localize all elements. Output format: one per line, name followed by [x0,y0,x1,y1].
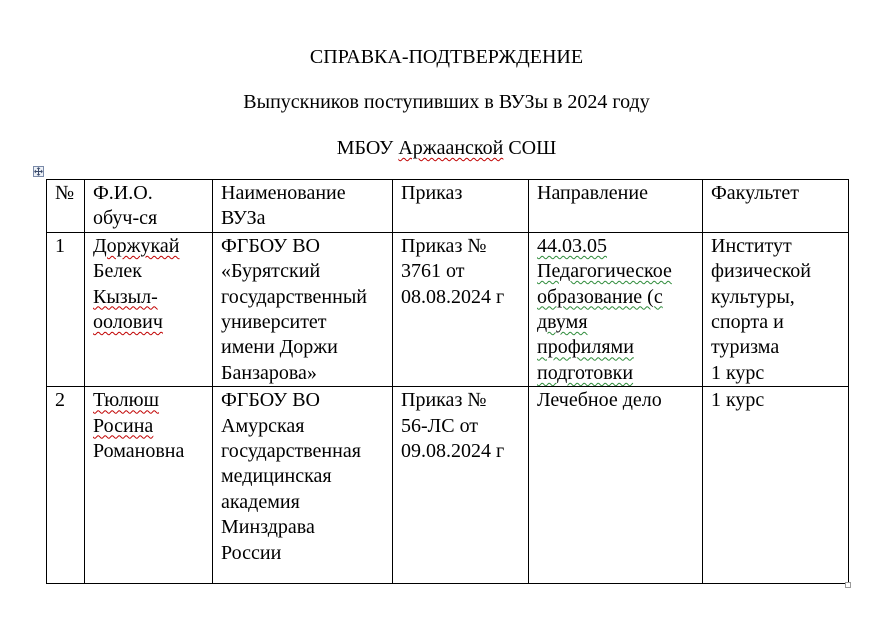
cell-line [537,335,700,360]
cell-line: государственная [221,440,361,463]
cell-vuz[interactable] [213,387,393,584]
cell-line: Приказ [401,182,463,204]
cell-vuz[interactable] [213,232,393,386]
cell-line [93,414,210,439]
cell-line: России [221,541,282,564]
cell-line [537,234,700,259]
cell-line: Белек [93,260,142,283]
cell-line [93,285,210,310]
cell-napravlenie[interactable] [529,232,703,386]
cell-line: Направление [537,182,648,204]
school-suffix: СОШ [508,137,557,159]
cell-line: государственный [221,285,367,308]
cell-line: Приказ № [401,389,487,412]
cell-prikaz[interactable] [393,387,529,584]
cell-line: «Бурятский [221,260,321,283]
document-subtitle: Выпускников поступивших в ВУЗы в 2024 году [243,91,650,113]
cell-line: туризма [711,336,780,359]
header-prikaz[interactable] [393,180,529,233]
cell-line [537,361,700,386]
cell-line: имени Доржи [221,336,338,359]
cell-line: 09.08.2024 г [401,440,505,463]
school-name: Аржаанской [398,137,504,159]
cell-line [93,310,210,335]
cell-line: Банзарова» [221,361,317,384]
header-fakultet[interactable] [703,180,849,233]
cell-line: Факультет [711,182,799,204]
cell-line: Романовна [93,440,185,463]
cell-prikaz[interactable] [393,232,529,386]
cell-fakultet[interactable] [703,387,849,584]
cell-line: Амурская [221,414,305,437]
graduates-table [46,179,849,584]
document-title: СПРАВКА-ПОДТВЕРЖДЕНИЕ [309,46,584,68]
cell-line: Наименование [221,182,346,204]
header-fio[interactable] [85,180,213,233]
header-napravlenie[interactable] [529,180,703,233]
cell-line: Приказ № [401,234,487,257]
cell-line: 3761 от [401,260,465,283]
header-vuz[interactable] [213,180,393,233]
cell-line: обуч-ся [93,207,158,230]
cell-line: спорта и [711,311,784,334]
cell-line [93,234,210,259]
cell-line: № [55,182,75,204]
proofing-marked-text: Педагогическое [537,260,672,283]
cell-num[interactable] [47,387,85,584]
cell-fio[interactable] [85,232,213,386]
cell-line: культуры, [711,285,795,308]
cell-line [93,388,210,413]
cell-fakultet[interactable] [703,232,849,386]
proofing-marked-text: профилями [537,336,634,359]
cell-num[interactable] [47,232,85,386]
cell-line: академия [221,490,300,513]
table-move-handle-icon[interactable] [33,166,44,177]
proofing-marked-text: Доржукай [93,234,180,257]
table-header-row [47,180,849,233]
cell-line: ВУЗа [221,207,266,230]
proofing-marked-text: Кызыл- [93,285,158,308]
cell-line: 1 курс [711,389,765,412]
header-num[interactable] [47,180,85,233]
cell-line: ФГБОУ ВО [221,234,320,257]
school-name-heading [0,136,873,160]
row-number: 1 [55,234,65,257]
cell-line [537,259,700,284]
cell-line: университет [221,311,327,334]
cell-line [537,310,700,335]
cell-line: ФГБОУ ВО [221,389,320,412]
table-row [47,232,849,386]
school-prefix: МБОУ [336,137,394,159]
proofing-marked-text: Тюлюш [93,389,159,412]
cell-line: Лечебное дело [537,389,662,412]
table-row [47,387,849,584]
cell-napravlenie[interactable] [529,387,703,584]
proofing-marked-text: образование (с [537,285,663,308]
cell-line: 1 курс [711,361,765,384]
cell-line: Институт [711,234,792,257]
proofing-marked-text: подготовки [537,361,634,384]
cell-line: 56-ЛС от [401,414,479,437]
proofing-marked-text: двумя [537,311,588,334]
proofing-marked-text: 44.03.05 [537,234,607,257]
cell-line [537,285,700,310]
cell-line: Минздрава [221,516,315,539]
cell-line: 08.08.2024 г [401,285,505,308]
row-number: 2 [55,389,65,412]
cell-line: физической [711,260,811,283]
cell-line: медицинская [221,465,332,488]
cell-fio[interactable] [85,387,213,584]
proofing-marked-text: Росина [93,414,154,437]
proofing-marked-text: оолович [93,311,163,334]
table-resize-handle-icon[interactable] [845,582,851,588]
cell-line: Ф.И.О. [93,182,153,204]
